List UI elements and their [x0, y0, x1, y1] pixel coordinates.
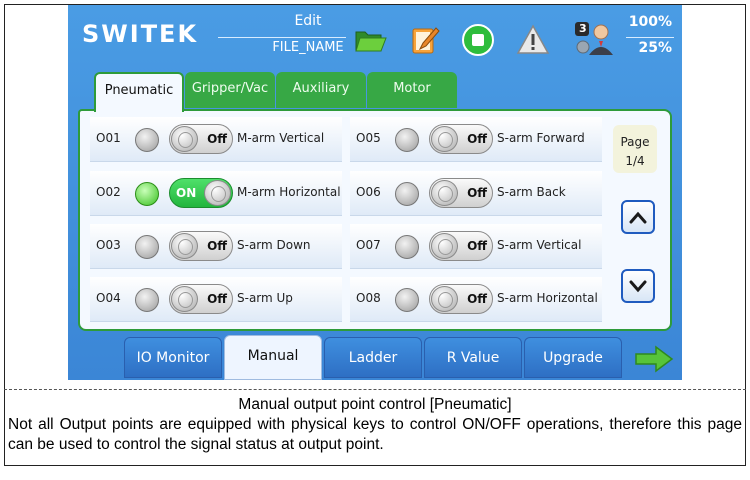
mode-label: Edit [294, 13, 322, 29]
page-up-button[interactable] [621, 200, 655, 234]
output-id: O08 [356, 291, 381, 305]
next-arrow-icon[interactable] [634, 345, 674, 377]
user-level-badge: 3 [579, 22, 587, 35]
nav-upgrade[interactable]: Upgrade [524, 337, 622, 378]
header-divider [218, 37, 346, 38]
output-label: S-arm Forward [497, 131, 585, 145]
toggle-state: Off [467, 186, 487, 200]
output-id: O01 [96, 131, 121, 145]
output-row [350, 117, 602, 162]
toggle-knob [171, 233, 198, 259]
speed-top-value[interactable]: 100% [628, 14, 672, 30]
status-led [395, 235, 419, 259]
toggle-knob [431, 233, 458, 259]
caption-body: Not all Output points are equipped with physical keys to control ON/OFF operations, therefore this page can be used to control the signal status at output point. [8, 416, 742, 453]
toggle-knob [204, 180, 231, 206]
speed-divider [626, 37, 674, 38]
output-row [350, 224, 602, 269]
nav-r-value[interactable]: R Value [424, 337, 522, 378]
output-id: O05 [356, 131, 381, 145]
open-folder-icon[interactable] [353, 23, 387, 57]
toggle-knob [431, 126, 458, 152]
toggle-knob [431, 180, 458, 206]
toggle-knob [171, 286, 198, 312]
tab-pneumatic[interactable]: Pneumatic [94, 72, 184, 112]
toggle-state: Off [207, 292, 227, 306]
toggle-knob [431, 286, 458, 312]
output-row [90, 171, 342, 216]
nav-ladder[interactable]: Ladder [324, 337, 422, 378]
output-toggle[interactable] [169, 284, 233, 314]
tab-auxiliary[interactable]: Auxiliary [276, 72, 366, 108]
output-label: S-arm Vertical [497, 238, 582, 252]
status-led [395, 182, 419, 206]
output-toggle[interactable] [169, 178, 233, 208]
user-level-icon[interactable] [573, 19, 617, 59]
output-toggle[interactable] [429, 284, 493, 314]
stop-icon[interactable] [461, 23, 495, 57]
toggle-state: Off [467, 132, 487, 146]
page-down-button[interactable] [621, 269, 655, 303]
toggle-knob [171, 126, 198, 152]
tab-gripper-vac[interactable]: Gripper/Vac [185, 72, 275, 108]
output-row [90, 277, 342, 322]
output-toggle[interactable] [429, 231, 493, 261]
output-label: M-arm Vertical [237, 131, 325, 145]
output-label: S-arm Back [497, 185, 566, 199]
status-led [135, 235, 159, 259]
switek-logo: SWITEK [82, 20, 199, 48]
page-indicator [613, 125, 657, 173]
speed-bottom-value[interactable]: 25% [638, 40, 672, 56]
output-toggle[interactable] [169, 124, 233, 154]
chevron-up-icon [629, 210, 647, 224]
toggle-state: Off [207, 132, 227, 146]
tab-motor[interactable]: Motor [367, 72, 457, 108]
output-toggle[interactable] [169, 231, 233, 261]
output-label: S-arm Up [237, 291, 293, 305]
status-led [395, 128, 419, 152]
output-row [90, 117, 342, 162]
page-label: Page [620, 135, 650, 149]
output-label: S-arm Down [237, 238, 311, 252]
toggle-state: Off [467, 239, 487, 253]
output-id: O06 [356, 185, 381, 199]
status-led [135, 128, 159, 152]
status-led [395, 288, 419, 312]
output-row [350, 277, 602, 322]
status-led [135, 182, 159, 206]
chevron-down-icon [629, 279, 647, 293]
toggle-state: Off [207, 239, 227, 253]
toggle-state: ON [176, 186, 197, 200]
edit-pencil-icon[interactable] [408, 23, 442, 57]
page-value: 1/4 [625, 154, 645, 168]
status-led [135, 288, 159, 312]
output-id: O03 [96, 238, 121, 252]
output-label: M-arm Horizontal [237, 185, 341, 199]
output-id: O04 [96, 291, 121, 305]
output-id: O02 [96, 185, 121, 199]
nav-manual[interactable]: Manual [224, 335, 322, 380]
toggle-state: Off [467, 292, 487, 306]
nav-io-monitor[interactable]: IO Monitor [124, 337, 222, 378]
warning-icon[interactable] [516, 23, 550, 57]
caption [8, 395, 742, 455]
caption-divider [4, 389, 746, 390]
output-toggle[interactable] [429, 124, 493, 154]
file-name[interactable]: FILE_NAME [272, 40, 344, 55]
output-row [90, 224, 342, 269]
output-toggle[interactable] [429, 178, 493, 208]
output-id: O07 [356, 238, 381, 252]
caption-title: Manual output point control [Pneumatic] [238, 396, 512, 413]
hmi-screen [68, 5, 682, 380]
output-label: S-arm Horizontal [497, 291, 598, 305]
bottom-nav [68, 335, 682, 380]
output-row [350, 171, 602, 216]
